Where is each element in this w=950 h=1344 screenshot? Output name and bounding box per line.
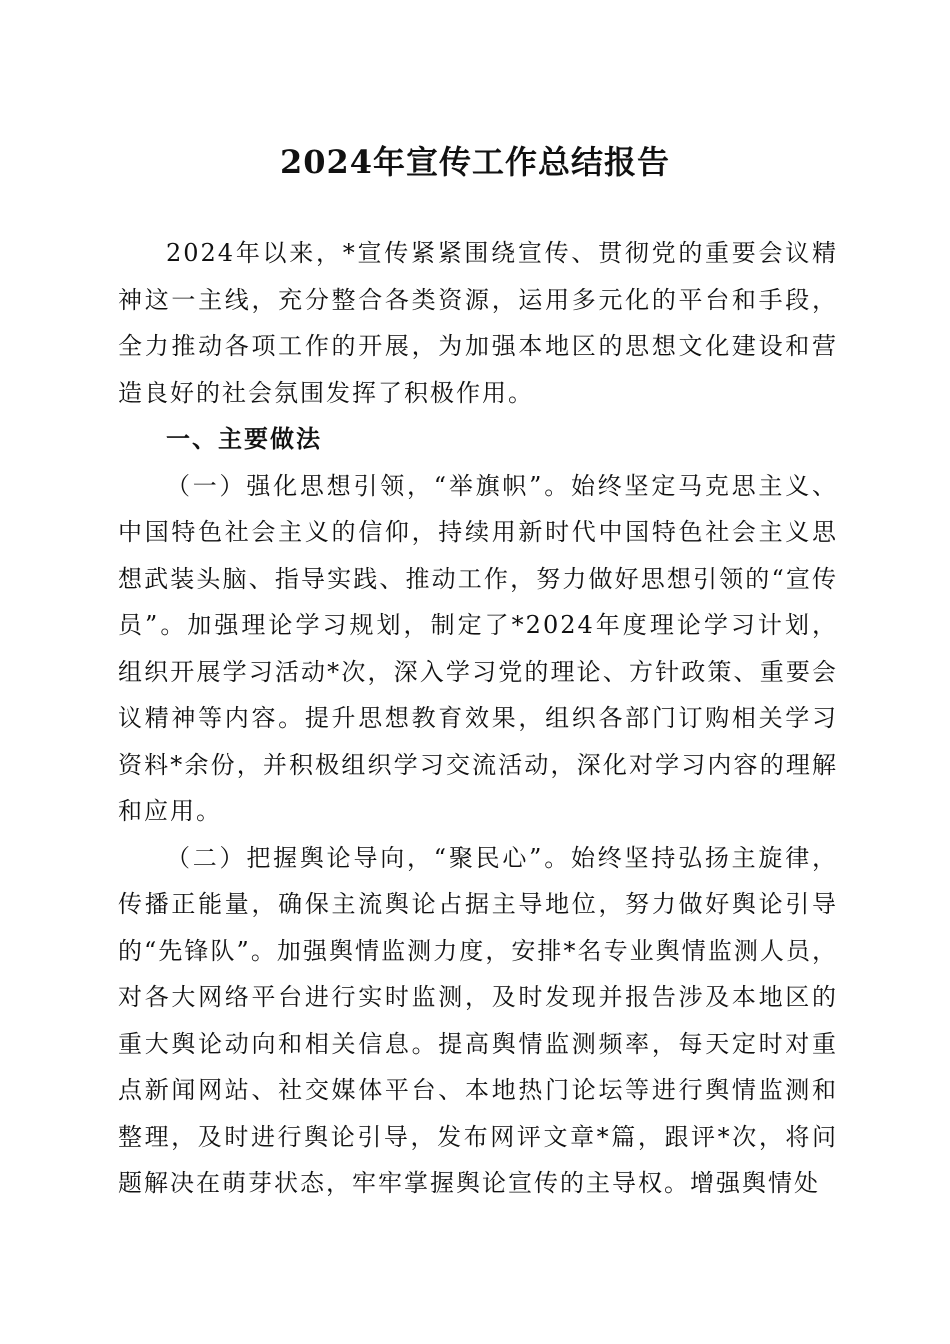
paragraph-ideological-guidance: （一）强化思想引领，“举旗帜”。始终坚定马克思主义、中国特色社会主义的信仰，持续用新时代中国特色社会主义思想武装头脑、指导实践、推动工作，努力做好思想引领的“宣传员”。加强理论学习规划，制定了*2024年度理论学习计划，组织开展学习活动*次，深入学习党的理论、方针政策、重要会议精神等内容。提升思想教育效果，组织各部门订购相关学习资料*余份，并积极组织学习交流活动，深化对学习内容的理解和应用。	[118, 471, 838, 825]
section-heading-main-practices: 一、主要做法	[166, 425, 322, 453]
intro-paragraph: 2024年以来，*宣传紧紧围绕宣传、贯彻党的重要会议精神这一主线，充分整合各类资源，运用多元化的平台和手段，全力推动各项工作的开展，为加强本地区的思想文化建设和营造良好的社会氛围发挥了积极作用。	[118, 239, 838, 407]
paragraph-public-opinion: （二）把握舆论导向，“聚民心”。始终坚持弘扬主旋律，传播正能量，确保主流舆论占据主导地位，努力做好舆论引导的“先锋队”。加强舆情监测力度，安排*名专业舆情监测人员，对各大网络平台进行实时监测，及时发现并报告涉及本地区的重大舆论动向和相关信息。提高舆情监测频率，每天定时对重点新闻网站、社交媒体平台、本地热门论坛等进行舆情监测和整理，及时进行舆论引导，发布网评文章*篇，跟评*次，将问题解决在萌芽状态，牢牢掌握舆论宣传的主导权。增强舆情处	[118, 843, 838, 1197]
document-title: 2024年宣传工作总结报告	[279, 143, 671, 181]
document-body	[118, 230, 838, 1207]
